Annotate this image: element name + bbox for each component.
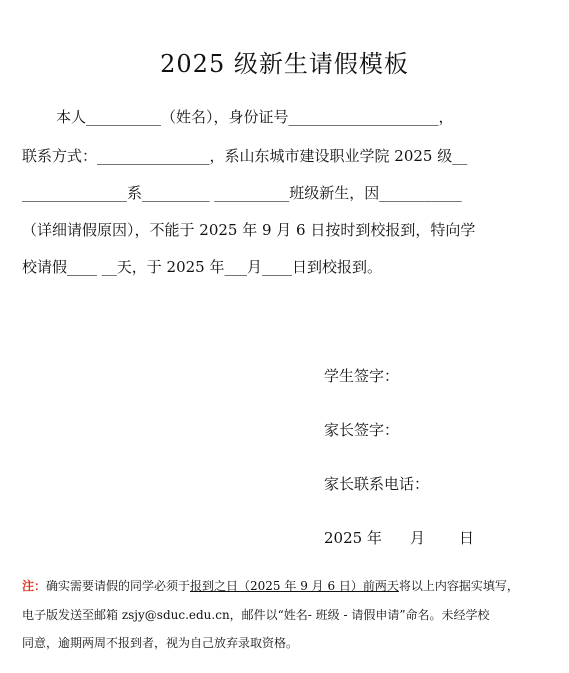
note-line-3: 同意，逾期两周不报到者，视为自己放弃录取资格。 xyxy=(22,636,299,650)
paragraph-line-4: （详细请假原因），不能于 2025 年 9 月 6 日按时到校报到，特向学 xyxy=(22,221,476,239)
signature-date xyxy=(324,528,474,548)
date-month: 月 xyxy=(409,529,425,547)
parent-phone-label: 家长联系电话： xyxy=(324,475,430,493)
note-label: 注： xyxy=(22,579,47,593)
note-line-2: 电子版发送至邮箱 zsjy@sduc.edu.cn，邮件以“姓名- 班级 - 请假申请”命名。未经学校 xyxy=(22,608,490,622)
paragraph-line-5: 校请假____ __天，于 2025 年___月____日到校报到。 xyxy=(22,258,382,276)
document-title: 2025 级新生请假模板 xyxy=(160,50,409,78)
student-signature-label: 学生签字： xyxy=(324,367,400,385)
note-text-before: 确实需要请假的同学必须于 xyxy=(46,579,191,593)
note-line-1 xyxy=(22,578,519,594)
paragraph-line-2: 联系方式：_______________，系山东城市建设职业学院 2025 级__ xyxy=(22,147,468,165)
paragraph-line-3: ______________系_________ __________班级新生，因___________ xyxy=(22,184,462,202)
paragraph-line-1: 本人__________（姓名），身份证号____________________， xyxy=(56,108,454,126)
note-text-after: 将以上内容据实填写， xyxy=(398,579,519,593)
parent-signature-label: 家长签字： xyxy=(324,421,400,439)
date-year: 2025 年 xyxy=(324,529,382,547)
note-deadline-underlined: 报到之日（2025 年 9 月 6 日）前两天 xyxy=(190,579,399,593)
date-day: 日 xyxy=(458,529,474,547)
